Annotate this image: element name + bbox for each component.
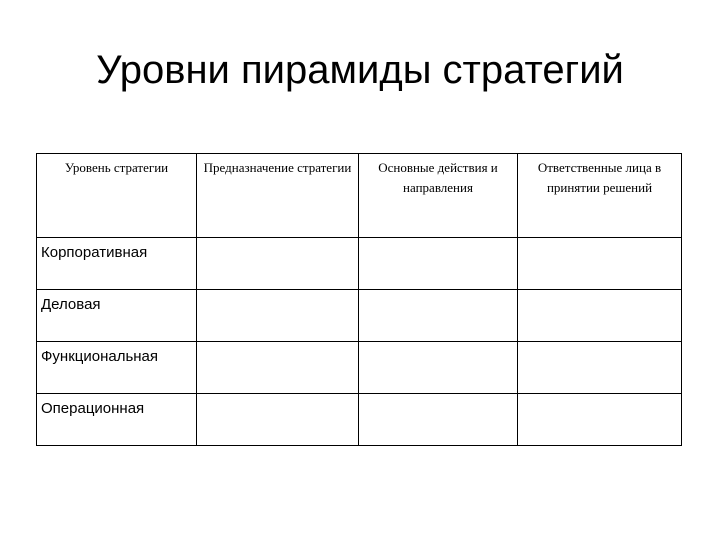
row-level-label: Операционная <box>37 394 197 446</box>
actions-cell <box>359 238 518 290</box>
responsible-cell <box>518 290 682 342</box>
actions-cell <box>359 342 518 394</box>
slide-title: Уровни пирамиды стратегий <box>96 48 624 92</box>
responsible-cell <box>518 342 682 394</box>
header-strategy-purpose: Предназначение стратегии <box>197 154 359 238</box>
table-row <box>37 394 682 446</box>
row-level-label: Деловая <box>37 290 197 342</box>
actions-cell <box>359 290 518 342</box>
purpose-cell <box>197 290 359 342</box>
actions-cell <box>359 394 518 446</box>
responsible-cell <box>518 238 682 290</box>
purpose-cell <box>197 342 359 394</box>
responsible-cell <box>518 394 682 446</box>
table-header-row <box>37 154 682 238</box>
table-row <box>37 290 682 342</box>
header-strategy-level: Уровень стратегии <box>37 154 197 238</box>
table-row <box>37 238 682 290</box>
strategy-levels-table <box>36 153 682 446</box>
header-responsible-persons: Ответственные лица в принятии решений <box>518 154 682 238</box>
table-row <box>37 342 682 394</box>
row-level-label: Функциональная <box>37 342 197 394</box>
purpose-cell <box>197 238 359 290</box>
purpose-cell <box>197 394 359 446</box>
header-main-actions: Основные действия и направления <box>359 154 518 238</box>
row-level-label: Корпоративная <box>37 238 197 290</box>
